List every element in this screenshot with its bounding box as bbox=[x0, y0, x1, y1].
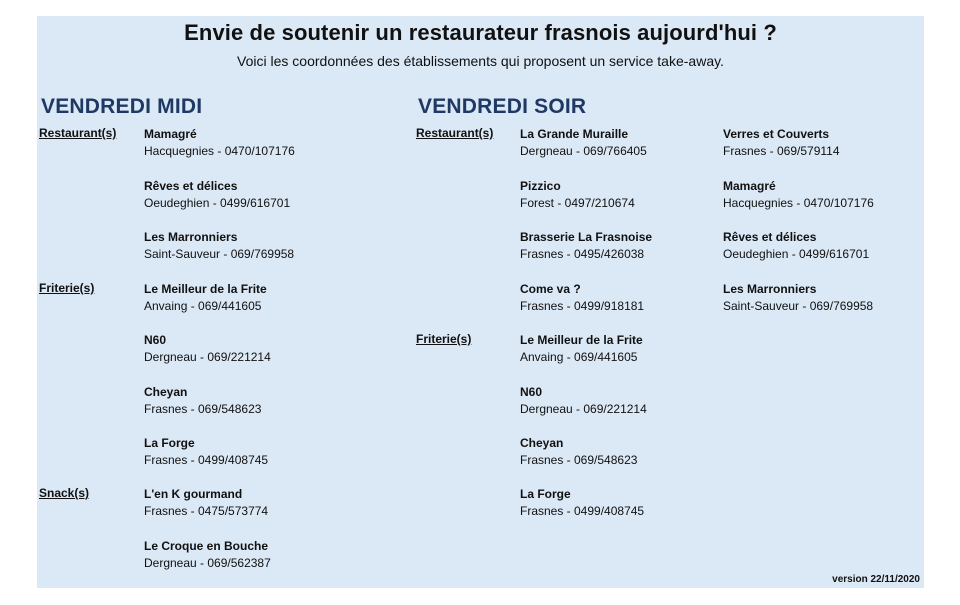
entry-name: La Grande Muraille bbox=[520, 127, 629, 141]
entry-midi-friterie-2 bbox=[144, 332, 344, 366]
entry-contact: Forest - 0497/210674 bbox=[520, 196, 635, 210]
entry-contact: Hacquegnies - 0470/107176 bbox=[144, 144, 295, 158]
entry-name: Le Meilleur de la Frite bbox=[520, 333, 643, 347]
entry-name: N60 bbox=[520, 385, 543, 399]
entry-name: Mamagré bbox=[723, 179, 776, 193]
category-label-restaurants-soir: Restaurant(s) bbox=[416, 126, 494, 140]
entry-midi-friterie-4 bbox=[144, 435, 344, 469]
version-label: version 22/11/2020 bbox=[832, 574, 920, 585]
category-label-friteries-midi: Friterie(s) bbox=[39, 281, 95, 295]
entry-contact: Frasnes - 069/548623 bbox=[144, 402, 262, 416]
entry-soir-restaurant-3 bbox=[520, 229, 720, 263]
entry-soir-restaurant-8 bbox=[723, 281, 923, 315]
entry-soir-friterie-1 bbox=[520, 332, 720, 366]
entry-contact: Anvaing - 069/441605 bbox=[144, 299, 262, 313]
entry-midi-restaurant-3 bbox=[144, 229, 344, 263]
entry-midi-snack-2 bbox=[144, 538, 344, 572]
entry-contact: Saint-Sauveur - 069/769958 bbox=[144, 247, 295, 261]
category-label-friteries-soir: Friterie(s) bbox=[416, 332, 472, 346]
entry-contact: Frasnes - 069/579114 bbox=[723, 144, 840, 158]
entry-name: Pizzico bbox=[520, 179, 561, 193]
entry-name: N60 bbox=[144, 333, 167, 347]
entry-contact: Frasnes - 069/548623 bbox=[520, 453, 638, 467]
section-heading-midi: VENDREDI MIDI bbox=[41, 95, 203, 118]
entry-name: La Forge bbox=[520, 487, 571, 501]
entry-name: Rêves et délices bbox=[723, 230, 817, 244]
entry-name: Cheyan bbox=[520, 436, 564, 450]
entry-name: Les Marronniers bbox=[144, 230, 238, 244]
entry-soir-restaurant-2 bbox=[520, 178, 720, 212]
entry-name: Le Croque en Bouche bbox=[144, 539, 269, 553]
entry-midi-restaurant-2 bbox=[144, 178, 344, 212]
category-label-restaurants-midi: Restaurant(s) bbox=[39, 126, 117, 140]
entry-midi-restaurant-1 bbox=[144, 126, 344, 160]
entry-contact: Frasnes - 0499/408745 bbox=[520, 504, 645, 518]
page-subtitle: Voici les coordonnées des établissements qui proposent un service take-away. bbox=[237, 53, 724, 69]
listing-panel bbox=[37, 16, 924, 588]
entry-contact: Anvaing - 069/441605 bbox=[520, 350, 638, 364]
entry-soir-friterie-4 bbox=[520, 486, 720, 520]
entry-contact: Frasnes - 0475/573774 bbox=[144, 504, 269, 518]
section-heading-soir: VENDREDI SOIR bbox=[418, 95, 587, 118]
entry-midi-friterie-1 bbox=[144, 281, 344, 315]
entry-soir-friterie-2 bbox=[520, 384, 720, 418]
entry-name: Verres et Couverts bbox=[723, 127, 830, 141]
entry-midi-snack-1 bbox=[144, 486, 344, 520]
entry-contact: Oeudeghien - 0499/616701 bbox=[144, 196, 291, 210]
entry-soir-restaurant-5 bbox=[723, 126, 923, 160]
entry-soir-restaurant-7 bbox=[723, 229, 923, 263]
entry-contact: Frasnes - 0499/918181 bbox=[520, 299, 645, 313]
entry-soir-restaurant-1 bbox=[520, 126, 720, 160]
entry-name: Rêves et délices bbox=[144, 179, 238, 193]
entry-soir-friterie-3 bbox=[520, 435, 720, 469]
entry-name: Les Marronniers bbox=[723, 282, 817, 296]
entry-midi-friterie-3 bbox=[144, 384, 344, 418]
entry-contact: Frasnes - 0495/426038 bbox=[520, 247, 645, 261]
entry-name: Le Meilleur de la Frite bbox=[144, 282, 267, 296]
entry-contact: Dergneau - 069/562387 bbox=[144, 556, 271, 570]
entry-soir-restaurant-4 bbox=[520, 281, 720, 315]
entry-contact: Dergneau - 069/221214 bbox=[520, 402, 647, 416]
entry-contact: Dergneau - 069/221214 bbox=[144, 350, 271, 364]
entry-name: Brasserie La Frasnoise bbox=[520, 230, 653, 244]
entry-contact: Dergneau - 069/766405 bbox=[520, 144, 647, 158]
entry-contact: Oeudeghien - 0499/616701 bbox=[723, 247, 870, 261]
entry-contact: Hacquegnies - 0470/107176 bbox=[723, 196, 874, 210]
category-label-snacks-midi: Snack(s) bbox=[39, 486, 90, 500]
entry-soir-restaurant-6 bbox=[723, 178, 923, 212]
entry-name: Mamagré bbox=[144, 127, 197, 141]
page-title: Envie de soutenir un restaurateur frasnois aujourd'hui ? bbox=[184, 20, 777, 45]
entry-name: Cheyan bbox=[144, 385, 188, 399]
entry-name: Come va ? bbox=[520, 282, 581, 296]
entry-contact: Frasnes - 0499/408745 bbox=[144, 453, 269, 467]
entry-name: L'en K gourmand bbox=[144, 487, 243, 501]
entry-contact: Saint-Sauveur - 069/769958 bbox=[723, 299, 874, 313]
entry-name: La Forge bbox=[144, 436, 195, 450]
